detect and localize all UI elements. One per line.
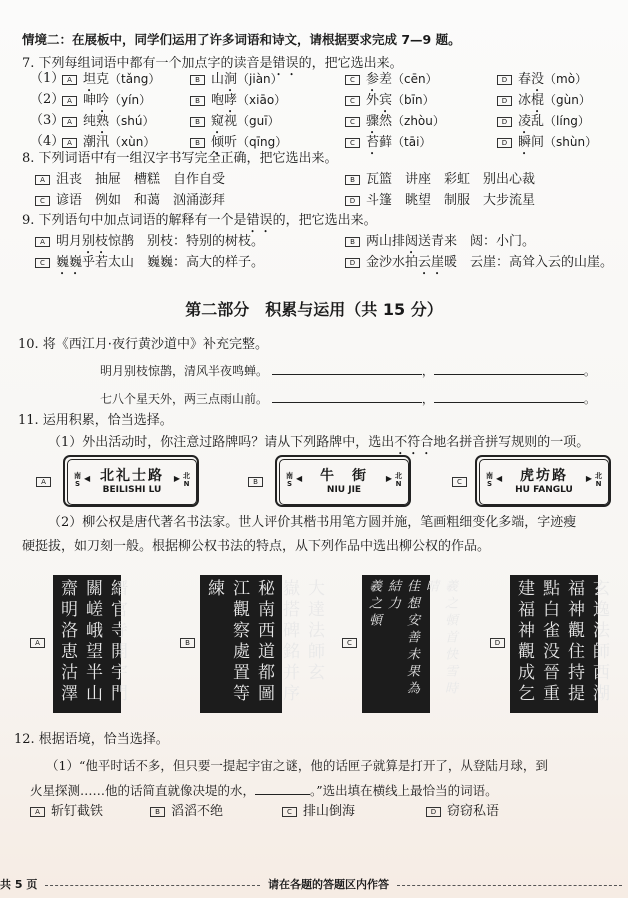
work-option-a-box[interactable]: A <box>30 638 45 648</box>
option-text-pre: 纯 <box>83 114 97 129</box>
sign-north-cn: 北 <box>595 472 602 480</box>
sign-south-cn: 南 <box>286 472 293 480</box>
option-letter-box[interactable]: C <box>345 117 360 127</box>
option-text-post: 听 <box>224 135 238 150</box>
option-dotted-word: 别枝 <box>82 234 109 249</box>
sign-north <box>395 472 402 488</box>
option-pinyin: （tāi） <box>392 135 432 149</box>
option-text-pre: 山 <box>211 72 225 87</box>
sign-option-c-box[interactable]: C <box>452 477 467 487</box>
option-dotted-char: 苔 <box>366 135 380 150</box>
sign-south-en: S <box>486 480 493 488</box>
option-pinyin: （gùn） <box>544 93 591 107</box>
q7-stem-dot: 错误 <box>272 56 299 71</box>
q12-p1-line1: （1）“他平时话不多，但只要一提起宇宙之谜，他的话匣子就算是打开了，从登陆月球，到 <box>46 758 548 773</box>
option-text: 谚语 例如 和蔼 汹涌澎拜 <box>56 193 226 208</box>
q10-line2 <box>100 390 596 408</box>
sign-south-cn: 南 <box>74 472 81 480</box>
option-pinyin: （jiàn） <box>237 72 283 86</box>
option-letter-box[interactable]: A <box>62 96 77 106</box>
q11-p1-dot: 不符合 <box>394 435 434 450</box>
sign-face <box>479 459 609 505</box>
sign-north-en: N <box>183 480 190 488</box>
q12-option-d[interactable] <box>426 803 499 821</box>
option-dotted-char: 参 <box>366 72 380 87</box>
option-dotted-char: 熟 <box>96 114 110 129</box>
option-letter-box[interactable]: A <box>62 117 77 127</box>
work-option-d-box[interactable]: D <box>490 638 505 648</box>
option-text-post: 惊鹊 别枝：特别的树枝。 <box>108 234 265 249</box>
option-dotted-char: 涧 <box>224 72 238 87</box>
sign-south-en: S <box>74 480 81 488</box>
option-dotted-char: 棍 <box>531 93 545 108</box>
q8-option-c[interactable] <box>35 192 225 210</box>
sign-chinese-name: 牛 街 <box>320 468 368 484</box>
sign-north-en: N <box>395 480 402 488</box>
q7-row-number: （4） <box>30 134 65 149</box>
q7-stem-post: 的，把它选出来。 <box>298 56 403 71</box>
option-dotted-word: 巍巍 <box>56 255 83 270</box>
q8-option-a[interactable] <box>35 171 225 189</box>
road-sign-c[interactable] <box>475 455 611 507</box>
arrow-left-icon: ◀ <box>84 474 91 483</box>
arrow-left-icon: ◀ <box>496 474 503 483</box>
q11-p2-line1: （2）柳公权是唐代著名书法家。世人评价其楷书用笔方圆并施，笔画粗细变化多端，字迹瘦 <box>48 515 577 530</box>
q12-blank[interactable] <box>255 782 310 795</box>
arrow-right-icon: ▶ <box>173 474 180 483</box>
option-letter-box[interactable]: B <box>190 117 205 127</box>
option-letter-box[interactable]: C <box>35 258 50 268</box>
option-dotted-char: 窥 <box>211 114 225 129</box>
option-letter-box[interactable]: D <box>497 117 512 127</box>
option-text: 斗篷 眺望 制服 大步流星 <box>366 193 536 208</box>
option-text-pre: 两山排 <box>366 234 406 249</box>
option-text-post: 视 <box>224 114 238 129</box>
sign-south <box>486 472 493 488</box>
option-dotted-char: 瞬 <box>518 135 532 150</box>
option-pinyin: （xiāo） <box>237 93 287 107</box>
option-dotted-word: 闼 <box>405 234 419 249</box>
q9-stem-pre: 9. 下列语句中加点词语的解释有一个是 <box>22 213 247 228</box>
q9-option-d[interactable] <box>345 254 613 278</box>
sign-face <box>279 459 409 505</box>
option-text-pre: 春 <box>518 72 532 87</box>
option-text-pre: 呻 <box>83 93 97 108</box>
part2-title: 第二部分 积累与运用（共 15 分） <box>185 300 443 319</box>
q10-line1-text: 明月别枝惊鹊，清风半夜鸣蝉。 <box>100 364 269 378</box>
option-letter-box[interactable]: A <box>35 175 50 185</box>
q12-option-b[interactable] <box>150 803 223 821</box>
q8-option-b[interactable] <box>345 171 535 189</box>
option-text-pre: 冰 <box>518 93 532 108</box>
option-letter-box[interactable]: D <box>497 75 512 85</box>
arrow-left-icon: ◀ <box>296 474 303 483</box>
option-text-post: 乱 <box>531 114 545 129</box>
option-pinyin: （cēn） <box>392 72 438 86</box>
q12-line2-post: 。”选出填在横线上最恰当的词语。 <box>310 783 498 798</box>
q7-option-d[interactable] <box>497 133 597 158</box>
option-text-pre: 外 <box>366 93 380 108</box>
option-letter-box[interactable]: B <box>345 175 360 185</box>
calligraphy-column: 福神觀住持提 <box>564 579 584 705</box>
sign-pinyin-name: NIU JIE <box>326 485 362 495</box>
option-dotted-char: 没 <box>531 72 545 87</box>
option-letter-box[interactable]: D <box>345 196 360 206</box>
option-pinyin: （xùn） <box>109 135 156 149</box>
option-text: 瓦篮 讲座 彩虹 别出心裁 <box>366 172 536 187</box>
calligraphy-column: 建福神觀成乞 <box>514 579 534 705</box>
option-letter-box[interactable]: A <box>30 807 45 817</box>
option-text-post: 间 <box>531 135 545 150</box>
calligraphy-column: 大達法師玄 <box>304 579 324 684</box>
option-letter-box[interactable]: A <box>35 237 50 247</box>
calligraphy-column: 羲之頓首快雪時晴 <box>423 579 457 698</box>
option-pinyin: （tǎng） <box>109 72 161 86</box>
option-letter-box[interactable]: C <box>345 138 360 148</box>
q7-option-c[interactable] <box>345 133 431 158</box>
option-text-pre: 咆 <box>211 93 225 108</box>
sign-chinese-name: 北礼士路 <box>100 468 164 484</box>
option-letter-box[interactable]: D <box>497 96 512 106</box>
option-dotted-char: 汛 <box>96 135 110 150</box>
sign-option-a-box[interactable]: A <box>36 477 51 487</box>
q12-line2-pre: 火星探测……他的话简直就像决堤的水， <box>30 783 256 798</box>
option-pinyin: （zhòu） <box>392 114 445 128</box>
q12-stem: 12. 根据语境，恰当选择。 <box>14 732 169 747</box>
q10-blank-4[interactable] <box>434 390 584 403</box>
q8-option-d[interactable] <box>345 192 535 210</box>
option-letter-box[interactable]: D <box>497 138 512 148</box>
q7-option-a[interactable] <box>62 133 155 158</box>
q11-stem: 11. 运用积累，恰当选择。 <box>18 413 173 428</box>
calligraphy-column: 縉官寺開宇門 <box>107 579 127 705</box>
footer <box>0 876 628 892</box>
q10-line1 <box>100 362 596 380</box>
option-text-post: 乎若太山 巍巍：高大的样子。 <box>82 255 265 270</box>
q10-stem: 10. 将《西江月·夜行黄沙道中》补充完整。 <box>18 337 268 352</box>
sign-face <box>67 459 197 505</box>
sign-north-cn: 北 <box>395 472 402 480</box>
calligraphy-work-d[interactable] <box>510 575 609 713</box>
context-title: 情境二：在展板中，同学们运用了许多词语和诗文，请根据要求完成 7—9 题。 <box>22 32 461 47</box>
option-letter-box[interactable]: B <box>345 237 360 247</box>
q12-option-a[interactable] <box>30 803 103 821</box>
sign-pinyin-name: BEILISHI LU <box>102 485 162 495</box>
sign-chinese-name: 虎坊路 <box>520 468 568 484</box>
calligraphy-column: 佳想安善未果為結力 <box>385 579 419 698</box>
q10-period: 。 <box>583 392 596 406</box>
calligraphy-column: 秘南西道都圖 <box>254 579 274 705</box>
option-pinyin: （shùn） <box>544 135 598 149</box>
option-pinyin: （guī） <box>237 114 280 128</box>
option-letter-box[interactable]: B <box>190 96 205 106</box>
q10-blank-1[interactable] <box>272 362 422 375</box>
footer-dash-left <box>45 885 260 886</box>
q9-option-c[interactable] <box>35 254 264 278</box>
option-letter-box[interactable]: B <box>190 75 205 85</box>
option-dotted-char: 吟 <box>96 93 110 108</box>
option-dotted-char: 骤 <box>366 114 380 129</box>
sign-north <box>595 472 602 488</box>
q12-option-c[interactable] <box>282 803 355 821</box>
sign-north-en: N <box>595 480 602 488</box>
work-option-c-box[interactable]: C <box>342 638 357 648</box>
option-pinyin: （líng） <box>544 114 590 128</box>
calligraphy-column: 練 <box>204 579 224 600</box>
option-letter-box[interactable]: B <box>190 138 205 148</box>
calligraphy-column: 羲之頓 <box>366 579 381 630</box>
option-dotted-char: 宾 <box>379 93 393 108</box>
sign-south-en: S <box>286 480 293 488</box>
option-text-pre: 潮 <box>83 135 97 150</box>
option-letter-box[interactable]: D <box>426 807 441 817</box>
q9-stem-post: 的，把它选出来。 <box>272 213 377 228</box>
option-text: 窃窃私语 <box>447 804 500 819</box>
q11-p1-pre: （1）外出活动时，你注意过路牌吗？请从下列路牌中，选出 <box>48 435 395 450</box>
q11-p1-post: 地名拼音拼写规则的一项。 <box>433 435 590 450</box>
q11-p2-line2: 硬挺拔，如刀刻一般。根据柳公权书法的特点，从下列作品中选出柳公权的作品。 <box>22 539 491 554</box>
footer-dash-right <box>397 885 622 886</box>
calligraphy-column: 玄逸法師西湖 <box>589 579 609 705</box>
option-text: 斩钉截铁 <box>51 804 104 819</box>
option-letter-box[interactable]: C <box>35 196 50 206</box>
option-text: 沮丧 抽屉 槽糕 自作自受 <box>56 172 226 187</box>
option-letter-box[interactable]: B <box>150 807 165 817</box>
road-sign-a[interactable] <box>63 455 199 507</box>
calligraphy-column: 點白雀没晉重 <box>539 579 559 705</box>
option-text-post: 然 <box>379 114 393 129</box>
q10-line2-text: 七八个星天外，两三点雨山前。 <box>100 392 269 406</box>
option-letter-box[interactable]: C <box>345 96 360 106</box>
q10-period: 。 <box>583 364 596 378</box>
option-text-pre: 明月 <box>56 234 83 249</box>
sign-south-cn: 南 <box>486 472 493 480</box>
option-letter-box[interactable]: D <box>345 258 360 268</box>
q8-stem: 8. 下列词语中有一组汉字书写完全正确，把它选出来。 <box>22 151 338 166</box>
q10-comma: ， <box>421 392 434 406</box>
road-sign-b[interactable] <box>275 455 411 507</box>
option-pinyin: （bīn） <box>392 93 435 107</box>
q7-stem-pre: 7. 下列每组词语中都有一个加点字的读音是 <box>22 56 273 71</box>
option-text: 滔滔不绝 <box>171 804 224 819</box>
option-dotted-char: 凌 <box>518 114 532 129</box>
option-letter-box[interactable]: C <box>282 807 297 817</box>
option-dotted-word: 云崖 <box>418 255 445 270</box>
calligraphy-work-b[interactable] <box>200 575 324 713</box>
calligraphy-column: 關嵯峨望半山 <box>82 579 102 705</box>
calligraphy-work-c[interactable] <box>362 575 457 713</box>
calligraphy-work-a[interactable] <box>53 575 127 713</box>
option-pinyin: （shú） <box>109 114 155 128</box>
sign-north <box>183 472 190 488</box>
option-letter-box[interactable]: C <box>345 75 360 85</box>
option-text-post: 藓 <box>379 135 393 150</box>
option-text-pre: 金沙水拍 <box>366 255 419 270</box>
calligraphy-column: 嶽搭碑銘并序 <box>279 579 299 705</box>
option-dotted-char: 哮 <box>224 93 238 108</box>
option-text-post: 暖 云崖：高耸入云的山崖。 <box>444 255 614 270</box>
option-pinyin: （yín） <box>109 93 152 107</box>
q7-row-number: （1） <box>30 71 65 86</box>
q7-row-number: （3） <box>30 113 65 128</box>
work-option-b-box[interactable]: B <box>180 638 195 648</box>
sign-south <box>74 472 81 488</box>
calligraphy-column: 江觀察處置等 <box>229 579 249 705</box>
sign-pinyin-name: HU FANGLU <box>515 485 573 495</box>
option-pinyin: （mò） <box>544 72 588 86</box>
calligraphy-column: 齋明洛恵沽澤 <box>57 579 77 705</box>
footer-notice: 请在各题的答题区内作答 <box>268 878 390 891</box>
option-letter-box[interactable]: A <box>62 75 77 85</box>
q10-blank-2[interactable] <box>434 362 584 375</box>
q10-comma: ， <box>421 364 434 378</box>
arrow-right-icon: ▶ <box>585 474 592 483</box>
page-count: 共 5 页 <box>0 878 38 891</box>
q12-p1-line2 <box>30 782 498 800</box>
sign-north-cn: 北 <box>183 472 190 480</box>
q7-option-b[interactable] <box>190 133 287 158</box>
option-dotted-char: 倾 <box>211 135 225 150</box>
option-pinyin: （qīng） <box>237 135 288 149</box>
option-text: 排山倒海 <box>303 804 356 819</box>
option-letter-box[interactable]: A <box>62 138 77 148</box>
arrow-right-icon: ▶ <box>385 474 392 483</box>
q7-row-number: （2） <box>30 92 65 107</box>
q10-blank-3[interactable] <box>272 390 422 403</box>
sign-option-b-box[interactable]: B <box>248 477 263 487</box>
option-text-post: 差 <box>379 72 393 87</box>
option-text-post: 克 <box>96 72 110 87</box>
option-text-post: 送青来 闼：小门。 <box>418 234 536 249</box>
option-dotted-char: 坦 <box>83 72 97 87</box>
q9-stem-dot: 错误 <box>246 213 273 228</box>
sign-south <box>286 472 293 488</box>
